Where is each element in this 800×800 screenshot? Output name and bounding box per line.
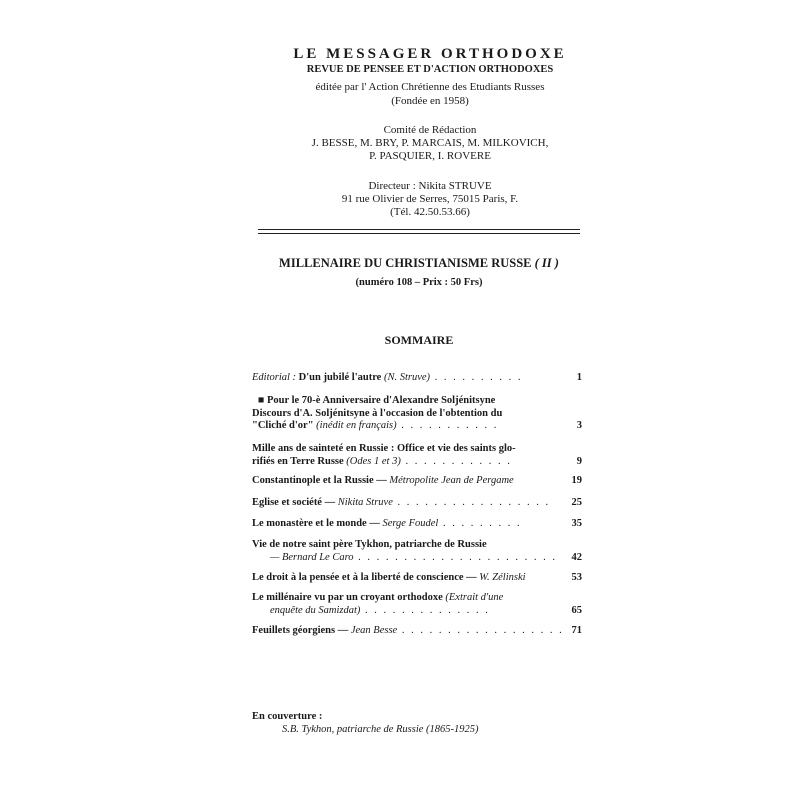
toc-author: (N. Struve)	[383, 372, 431, 383]
toc-entry-eglise	[252, 497, 582, 510]
toc-dots: . . . . . . . . . . . . . . . . . . . . . .	[353, 551, 558, 563]
toc-author: Métropolite Jean de Pergame	[389, 475, 514, 486]
toc-note: (inédit en français)	[316, 420, 397, 431]
issue-title	[258, 256, 580, 271]
toc-page-number: 19	[571, 475, 582, 486]
committee-members-line-1: J. BESSE, M. BRY, P. MARCAIS, M. MILKOVICH,	[311, 137, 549, 149]
toc-entry-tykhon	[252, 539, 582, 564]
committee-members-line-2: P. PASQUIER, I. ROVERE	[369, 150, 491, 162]
toc-entry-constantinople	[252, 475, 582, 488]
toc-title-line-2: rifiés en Terre Russe	[252, 455, 347, 467]
toc-title: Le monastère et le monde —	[252, 518, 383, 529]
toc-page-number: 9	[576, 455, 582, 467]
committee-title: Comité de Rédaction	[383, 124, 477, 136]
founded-line: (Fondée en 1958)	[391, 95, 469, 107]
journal-masthead: LE MESSAGER ORTHODOXE	[293, 46, 567, 62]
toc-dots: . . . . . . . . . . . .	[400, 455, 512, 467]
toc-title: Le droit à la pensée et à la liberté de conscience —	[252, 572, 480, 583]
director-line: Directeur : Nikita STRUVE	[368, 180, 492, 192]
issue-title-part: ( II )	[534, 256, 559, 270]
toc-title: Constantinople et la Russie —	[252, 475, 390, 486]
toc-note: (Odes 1 et 3)	[346, 455, 401, 467]
issue-title-main: MILLENAIRE DU CHRISTIANISME RUSSE	[279, 256, 532, 270]
toc-author: Serge Foudel	[382, 518, 439, 529]
toc-author: W. Zélinski	[479, 572, 526, 583]
cover-caption: S.B. Tykhon, patriarche de Russie (1865-1925)	[282, 724, 479, 735]
toc-entry-saintete	[252, 443, 582, 468]
toc-entry-monastere	[252, 518, 582, 531]
table-of-contents-heading: SOMMAIRE	[384, 333, 454, 347]
toc-entry-feuillets	[252, 625, 582, 638]
toc-title-line-1: Discours d'A. Soljénitsyne à l'occasion de l'obtention du	[252, 407, 503, 419]
phone-line: (Tél. 42.50.53.66)	[390, 206, 470, 218]
toc-note: (Extrait d'une	[445, 592, 504, 603]
toc-page-number: 53	[571, 572, 582, 583]
toc-page-number: 71	[571, 625, 582, 636]
toc-title: Eglise et société —	[252, 497, 338, 508]
toc-author: Jean Besse	[350, 625, 398, 636]
toc-title-line-1: Mille ans de sainteté en Russie : Office et vie des saints glo-	[252, 443, 516, 454]
toc-page-number: 35	[571, 518, 582, 529]
address-line: 91 rue Olivier de Serres, 75015 Paris, F.	[341, 193, 519, 205]
divider-rule-bottom	[258, 233, 580, 234]
bullet-icon: ■	[258, 395, 265, 406]
toc-dots: . . . . . . . . .	[438, 518, 522, 529]
publisher-line: éditée par l' Action Chrétienne des Etudiants Russes	[315, 81, 545, 93]
toc-entry-editorial	[252, 372, 582, 385]
journal-subtitle: REVUE DE PENSEE ET D'ACTION ORTHODOXES	[306, 64, 554, 75]
toc-entry-soljenitsyne	[252, 395, 582, 433]
toc-entry-droit	[252, 572, 582, 585]
issue-number: (numéro 108 – Prix : 50 Frs)	[355, 277, 483, 288]
cover-label: En couverture :	[252, 711, 323, 722]
toc-dots: . . . . . . . . . . . . . . . . . .	[397, 625, 564, 636]
toc-page-number: 65	[571, 604, 582, 616]
toc-title-line-1: Vie de notre saint père Tykhon, patriarche de Russie	[252, 539, 487, 550]
toc-page-number: 42	[571, 551, 582, 563]
toc-title-line-2: "Cliché d'or"	[252, 420, 317, 431]
toc-author: Nikita Struve	[337, 497, 393, 508]
toc-title: D'un jubilé l'autre	[296, 372, 384, 383]
divider-rule-top	[258, 229, 580, 230]
toc-note: enquête du Samizdat)	[270, 604, 361, 616]
toc-page-number: 1	[576, 372, 582, 383]
toc-dots: . . . . . . . . . . . . . .	[360, 604, 490, 616]
toc-title: Feuillets géorgiens —	[252, 625, 351, 636]
toc-page-number: 25	[571, 497, 582, 508]
toc-page-number: 3	[576, 420, 582, 431]
toc-dots: . . . . . . . . . .	[430, 372, 523, 383]
toc-section-heading: Pour le 70-è Anniversaire d'Alexandre Soljénitsyne	[266, 395, 496, 406]
toc-lead: Editorial :	[252, 372, 297, 383]
toc-dots: . . . . . . . . . . . . . . . . .	[392, 497, 551, 508]
toc-entry-millenaire	[252, 592, 582, 617]
toc-title-line-1: Le millénaire vu par un croyant orthodoxe	[252, 592, 446, 603]
toc-author: — Bernard Le Caro	[270, 551, 354, 563]
toc-dots: . . . . . . . . . . .	[396, 420, 499, 431]
